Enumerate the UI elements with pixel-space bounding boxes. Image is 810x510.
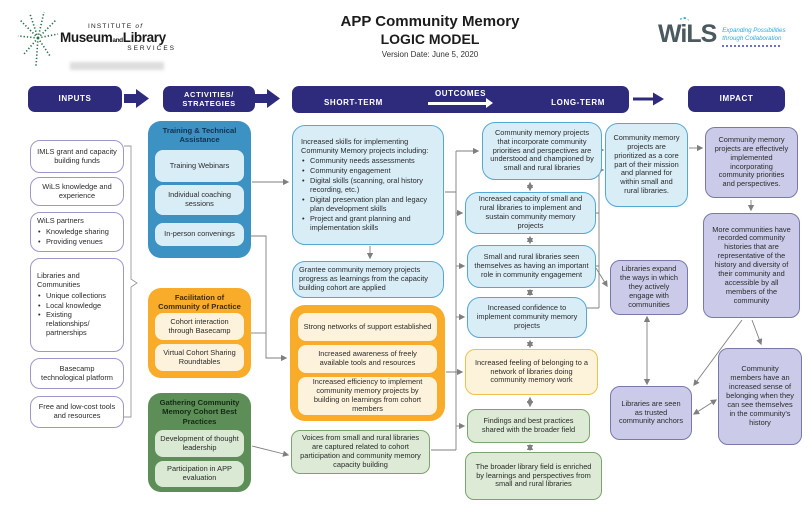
banner-outcomes-label: OUTCOMES [434,89,487,98]
arrow-inputs-to-activities [124,89,149,108]
imls-logo [16,8,186,78]
bullet: • Digital preservation plan and legacy plan development skills [301,196,435,214]
impact-effectively-implemented: Community memory projects are effectively implemented incorporating community priorities and perspectives. [705,127,798,198]
skills-bullets [301,156,435,232]
activity-individual-coaching: Individual coaching sessions [155,185,244,215]
bullet: • Unique collections [37,292,117,301]
outcome-short-grantee: Grantee community memory projects progress as learnings from the capacity building cohort are applied [292,261,444,298]
bullet: • Knowledge sharing [37,228,117,237]
bullet: • Providing venues [37,238,117,247]
outcomes-white-arrow-head [486,98,493,108]
arrow-outcomes-to-impact-shaft [633,98,653,101]
conn-inperson-to-cop-outcomes [251,236,286,358]
page-title [280,13,580,59]
input-imls-grant: IMLS grant and capacity building funds [30,140,124,173]
imls-blurred-subtext [70,62,164,70]
outcome-mid-findings: Findings and best practices shared with the broader field [467,409,590,443]
wils-dotted-line [722,45,780,47]
bullet: • Existing relationships/ partnerships [37,311,117,338]
conn-m3-to-lt2 [596,268,607,286]
banner-inputs-label: INPUTS [58,94,92,104]
banner-inputs [28,86,122,112]
banner-outcomes [292,86,629,113]
imls-of: of [135,23,144,30]
banner-activities [163,86,255,112]
impact-recorded-histories: More communities have recorded community histories that are representative of the history and diversity of their community and accessible by all members of the community [703,213,800,318]
activity-training-webinars: Training Webinars [155,150,244,182]
outcome-mid-important-role: Small and rural libraries seen themselves as having an important role in community engagement [467,245,596,288]
banner-impact [688,86,785,112]
activity-group-gathering [148,393,251,492]
outcome-mid-confidence: Increased confidence to implement community memory projects [467,297,587,338]
dbl-lt3-i3 [694,400,716,414]
bullet: • Project and grant planning and implementation skills [301,215,435,233]
arrow-activities-to-outcomes [255,89,280,108]
conn-i2-to-i3 [752,320,761,344]
inputs-bracket [124,146,137,417]
input-wils-partners-title: WiLS partners [37,216,84,226]
banner-activities-line2: STRATEGIES [182,99,236,108]
wils-tagline-line1: Expanding Possibilities [722,27,786,34]
imls-institute: INSTITUTE [88,23,133,30]
banner-impact-label: IMPACT [719,94,754,104]
skills-intro: Increased skills for implementing Community Memory projects including: [301,136,429,155]
imls-logo-text [60,23,182,52]
outcome-strong-networks: Strong networks of support established [298,313,437,341]
input-free-tools: Free and low-cost tools and resources [30,396,124,428]
activity-group-training [148,121,251,258]
outcome-short-cop-group [290,305,445,421]
imls-services: SERVICES [127,45,176,52]
input-wils-knowledge: WiLS knowledge and experience [30,177,124,206]
activity-inperson-convenings: In-person convenings [155,223,244,246]
impact-sense-of-belonging: Community members have an increased sense of belonging when they can see themselves in the community's history [718,348,802,445]
wils-dotted-arc-icon [679,17,689,26]
activity-thought-leadership: Development of thought leadership [155,430,244,457]
input-libraries-title: Libraries and Communities [37,270,81,289]
banner-long-term-label: LONG-TERM [551,98,605,107]
bullet: • Community engagement [301,167,435,176]
activity-app-evaluation: Participation in APP evaluation [155,461,244,487]
imls-and: and [112,37,123,44]
outcome-mid-belonging: Increased feeling of belonging to a network of libraries doing community memory work [465,349,598,395]
wils-tagline-line2: through Collaboration [722,35,782,43]
bullet: • Digital skills (scanning, oral history recording, etc.) [301,177,435,195]
input-libraries-communities [30,258,124,352]
outcome-mid-championed: Community memory projects that incorporate community priorities and perspectives are understood and championed by small and rural libraries [482,122,602,180]
outcomes-white-arrow [428,102,486,105]
imls-library: Library [122,30,166,45]
banner-activities-line1: ACTIVITIES/ [184,90,234,99]
feeder-mid-to-lt1 [587,170,603,308]
bullet: • Community needs assessments [301,157,435,166]
outcome-mid-broader-field: The broader library field is enriched by learnings and perspectives from small and rural libraries [465,452,602,500]
wils-wordmark: WiLS [658,20,717,48]
outcome-long-trusted-anchors: Libraries are seen as trusted community anchors [610,386,692,440]
wils-logo [658,20,808,68]
facilitation-group-title: Facilitation of Community of Practice [158,293,241,312]
activity-group-facilitation [148,288,251,378]
outcome-awareness-tools: Increased awareness of freely available tools and resources [298,345,437,373]
input-libraries-bullets [37,291,117,338]
title-line1: APP Community Memory [340,13,520,30]
outcome-long-engage: Libraries expand the ways in which they actively engage with communities [610,260,688,315]
gathering-group-title: Gathering Community Memory Cohort Best Practices [159,398,240,426]
version-date: Version Date: June 5, 2020 [381,50,479,59]
outcome-short-skills [292,125,444,245]
imls-museum: Museum [60,30,113,45]
bullet: • Local knowledge [37,302,117,311]
conn-gathering-to-voices [252,446,288,455]
outcome-mid-capacity: Increased capacity of small and rural libraries to implement and sustain community memory projects [465,192,596,234]
wils-tagline [722,27,785,47]
input-wils-partners [30,212,124,252]
training-group-title: Training & Technical Assistance [162,126,237,145]
outcome-short-voices: Voices from small and rural libraries are captured related to cohort participation and community memory capacity building [291,430,430,474]
arrow-outcomes-to-impact-head [653,93,664,106]
activity-cohort-basecamp: Cohort interaction through Basecamp [155,313,244,340]
banner-short-term-label: SHORT-TERM [324,98,383,107]
title-line2: LOGIC MODEL [380,31,480,47]
activity-virtual-roundtables: Virtual Cohort Sharing Roundtables [155,344,244,371]
outcome-efficiency: Increased efficiency to implement community memory projects by building on learnings from cohort members [298,377,437,415]
outcome-long-prioritized: Community memory projects are prioritized as a core part of their mission and planned for within small and rural libraries. [605,123,688,207]
input-wils-partners-bullets [37,227,117,247]
input-basecamp: Basecamp technological platform [30,358,124,389]
